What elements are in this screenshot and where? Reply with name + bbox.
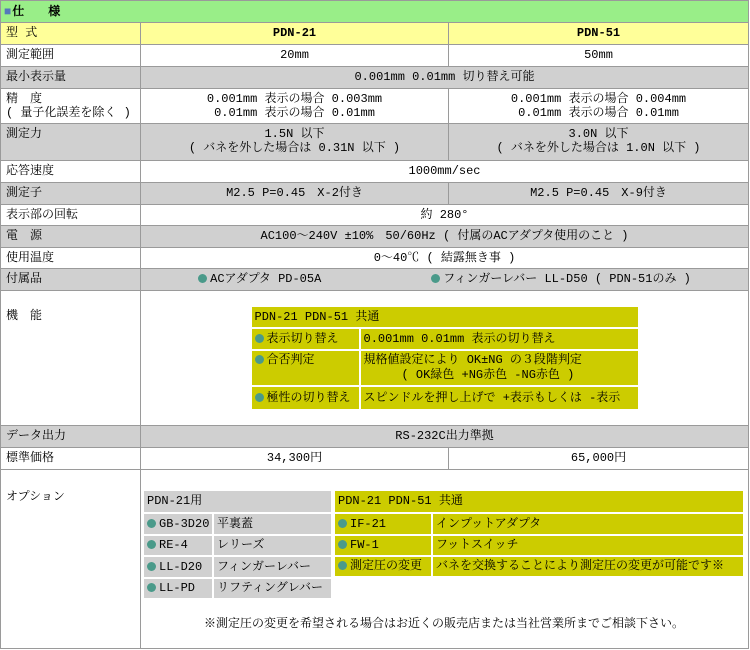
option-name: レリーズ: [214, 536, 331, 555]
functions-table: [250, 305, 640, 411]
option-name: バネを交換することにより測定圧の変更が可能です※: [433, 557, 743, 576]
row-label-range: 測定範囲: [1, 45, 141, 67]
row-label-temperature: 使用温度: [1, 248, 141, 269]
accuracy-value-pdn21: [141, 89, 449, 124]
spec-row-rotation: [1, 205, 749, 226]
spec-row-data-output: [1, 426, 749, 448]
option-code-cell: [144, 557, 212, 577]
contact-value-pdn21: M2.5 P=0.45 X-2付き: [141, 183, 449, 205]
accessory-text: ACアダプタ PD-05A: [210, 272, 322, 286]
options-footnote: ※測定圧の変更を希望される場合はお近くの販売店または当社営業所までご相談下さい。: [204, 617, 685, 631]
row-label-data-output: データ出力: [1, 426, 141, 448]
option-name: インプットアダプタ: [433, 514, 743, 534]
bullet-icon: [338, 561, 347, 570]
option-code: 測定圧の変更: [350, 559, 423, 573]
bullet-icon: [431, 274, 440, 283]
option-name: フットスイッチ: [433, 536, 743, 555]
spec-row-accessories: [1, 269, 749, 291]
accuracy-value-pdn51: [449, 89, 749, 124]
option-item: [144, 557, 331, 577]
option-name: フィンガーレバー: [214, 557, 331, 577]
row-label-contact: 測定子: [1, 183, 141, 205]
function-name: 極性の切り替え: [266, 390, 351, 405]
row-label-force: 測定力: [1, 124, 141, 161]
options-common-header-row: [335, 491, 743, 512]
spec-row-accuracy: [1, 89, 749, 124]
force-value-pdn51: [449, 124, 749, 161]
option-code-cell: [335, 536, 431, 555]
bullet-icon: [255, 393, 264, 402]
row-label-options: オプション: [1, 470, 141, 649]
option-code-cell: [144, 536, 212, 555]
option-code: FW-1: [350, 538, 379, 552]
function-item: [252, 387, 638, 409]
function-name-cell: [252, 387, 359, 409]
row-label-functions: 機 能: [1, 291, 141, 426]
function-name-cell: [252, 329, 359, 349]
option-code-cell: [144, 579, 212, 598]
function-desc-cell: [361, 329, 638, 349]
functions-header-row: [252, 307, 638, 327]
option-item: [144, 536, 331, 555]
contact-value-pdn51: M2.5 P=0.45 X-9付き: [449, 183, 749, 205]
option-item: [144, 514, 331, 534]
row-label-response: 応答速度: [1, 161, 141, 183]
options-pdn21-header-row: [144, 491, 331, 512]
accuracy-line: 0.01mm 表示の場合 0.01mm: [518, 106, 679, 120]
function-desc: 0.001mm 0.01mm 表示の切り替え: [363, 331, 556, 346]
row-label-accessories: 付属品: [1, 269, 141, 291]
spec-row-temperature: [1, 248, 749, 269]
bullet-icon: [255, 355, 264, 364]
accuracy-line: 0.01mm 表示の場合 0.01mm: [214, 106, 375, 120]
spec-row-power: [1, 226, 749, 248]
option-code: RE-4: [159, 538, 188, 552]
function-name: 合否判定: [266, 353, 315, 367]
bullet-icon: [338, 540, 347, 549]
accuracy-line: 0.001mm 表示の場合 0.004mm: [510, 92, 687, 106]
accessory-item: [198, 272, 321, 286]
bullet-icon: [255, 334, 264, 343]
accessory-item: [431, 272, 691, 286]
range-value-pdn51: 50mm: [449, 45, 749, 67]
function-item: [252, 329, 638, 349]
force-line: ( バネを外した場合は 0.31N 以下 ): [188, 141, 401, 155]
function-desc-cell: [361, 387, 638, 409]
options-common-table: [333, 489, 745, 578]
options-pdn21-table: [142, 489, 333, 600]
functions-header: PDN-21 PDN-51 共通: [252, 307, 638, 327]
option-item: [335, 557, 743, 576]
resolution-value: 0.001mm 0.01mm 切り替え可能: [141, 67, 749, 89]
options-tables: [142, 489, 746, 600]
options-cell: [141, 470, 749, 649]
row-label-model: 型 式: [1, 23, 141, 45]
option-code: LL-D20: [159, 559, 203, 574]
price-value-pdn51: 65,000円: [449, 448, 749, 470]
accuracy-label-note: ( 量子化誤差を除く ): [6, 106, 131, 120]
spec-row-response: [1, 161, 749, 183]
function-name-cell: [252, 351, 359, 385]
bullet-icon: [338, 519, 347, 528]
spec-row-resolution: [1, 67, 749, 89]
model-header-pdn51: PDN-51: [449, 23, 749, 45]
function-item: [252, 351, 638, 385]
spec-row-options: [1, 470, 749, 649]
option-code-cell: [144, 514, 212, 534]
title-cell: [1, 1, 749, 23]
bullet-icon: [147, 583, 156, 592]
option-item: [144, 579, 331, 598]
bullet-icon: [147, 519, 156, 528]
option-code: IF-21: [350, 516, 387, 531]
square-marker-icon: ■: [4, 5, 12, 19]
options-common-header: PDN-21 PDN-51 共通: [335, 491, 743, 512]
function-desc-cell: [361, 351, 638, 385]
option-name: リフティングレバー: [214, 579, 331, 598]
option-item: [335, 536, 743, 555]
spec-row-contact: [1, 183, 749, 205]
function-desc: 規格値設定により OK±NG の３段階判定: [363, 353, 582, 367]
price-value-pdn21: 34,300円: [141, 448, 449, 470]
function-desc-note: ( OK緑色 +NG赤色 -NG赤色 ): [401, 368, 575, 382]
force-value-pdn21: [141, 124, 449, 161]
row-label-resolution: 最小表示量: [1, 67, 141, 89]
accessory-text: フィンガーレバー LL-D50 ( PDN-51のみ ): [443, 272, 691, 286]
option-name: 平裏蓋: [214, 514, 331, 534]
spec-row-functions: [1, 291, 749, 426]
option-code: GB-3D20: [159, 516, 210, 531]
force-line: 3.0N 以下: [568, 127, 629, 141]
model-row: [1, 23, 749, 45]
functions-cell: [141, 291, 749, 426]
range-value-pdn21: 20mm: [141, 45, 449, 67]
rotation-value: 約 280°: [141, 205, 749, 226]
accuracy-label: 精 度: [6, 92, 43, 106]
options-pdn21-header: PDN-21用: [144, 491, 331, 512]
function-name: 表示切り替え: [266, 331, 339, 346]
response-value: 1000mm/sec: [141, 161, 749, 183]
bullet-icon: [147, 562, 156, 571]
option-code-cell: [335, 514, 431, 534]
data-output-value: RS-232C出力準拠: [141, 426, 749, 448]
option-code-cell: [335, 557, 431, 576]
row-label-price: 標準価格: [1, 448, 141, 470]
option-item: [335, 514, 743, 534]
force-line: 1.5N 以下: [264, 127, 325, 141]
model-header-pdn21: PDN-21: [141, 23, 449, 45]
spec-row-range: [1, 45, 749, 67]
accuracy-line: 0.001mm 表示の場合 0.003mm: [206, 92, 383, 106]
row-label-power: 電 源: [1, 226, 141, 248]
power-value: AC100～240V ±10% 50/60Hz ( 付属のACアダプタ使用のこと ): [141, 226, 749, 248]
bullet-icon: [198, 274, 207, 283]
force-line: ( バネを外した場合は 1.0N 以下 ): [496, 141, 701, 155]
row-label-rotation: 表示部の回転: [1, 205, 141, 226]
bullet-icon: [147, 540, 156, 549]
spec-row-force: [1, 124, 749, 161]
option-code: LL-PD: [159, 581, 196, 595]
spec-row-price: [1, 448, 749, 470]
function-desc: スピンドルを押し上げで +表示もしくは -表示: [363, 390, 621, 405]
title-row: [1, 1, 749, 23]
accessories-cell: [141, 269, 749, 291]
section-title: 仕 様: [12, 5, 61, 19]
row-label-accuracy: [1, 89, 141, 124]
temperature-value: 0～40℃ ( 結露無き事 ): [141, 248, 749, 269]
